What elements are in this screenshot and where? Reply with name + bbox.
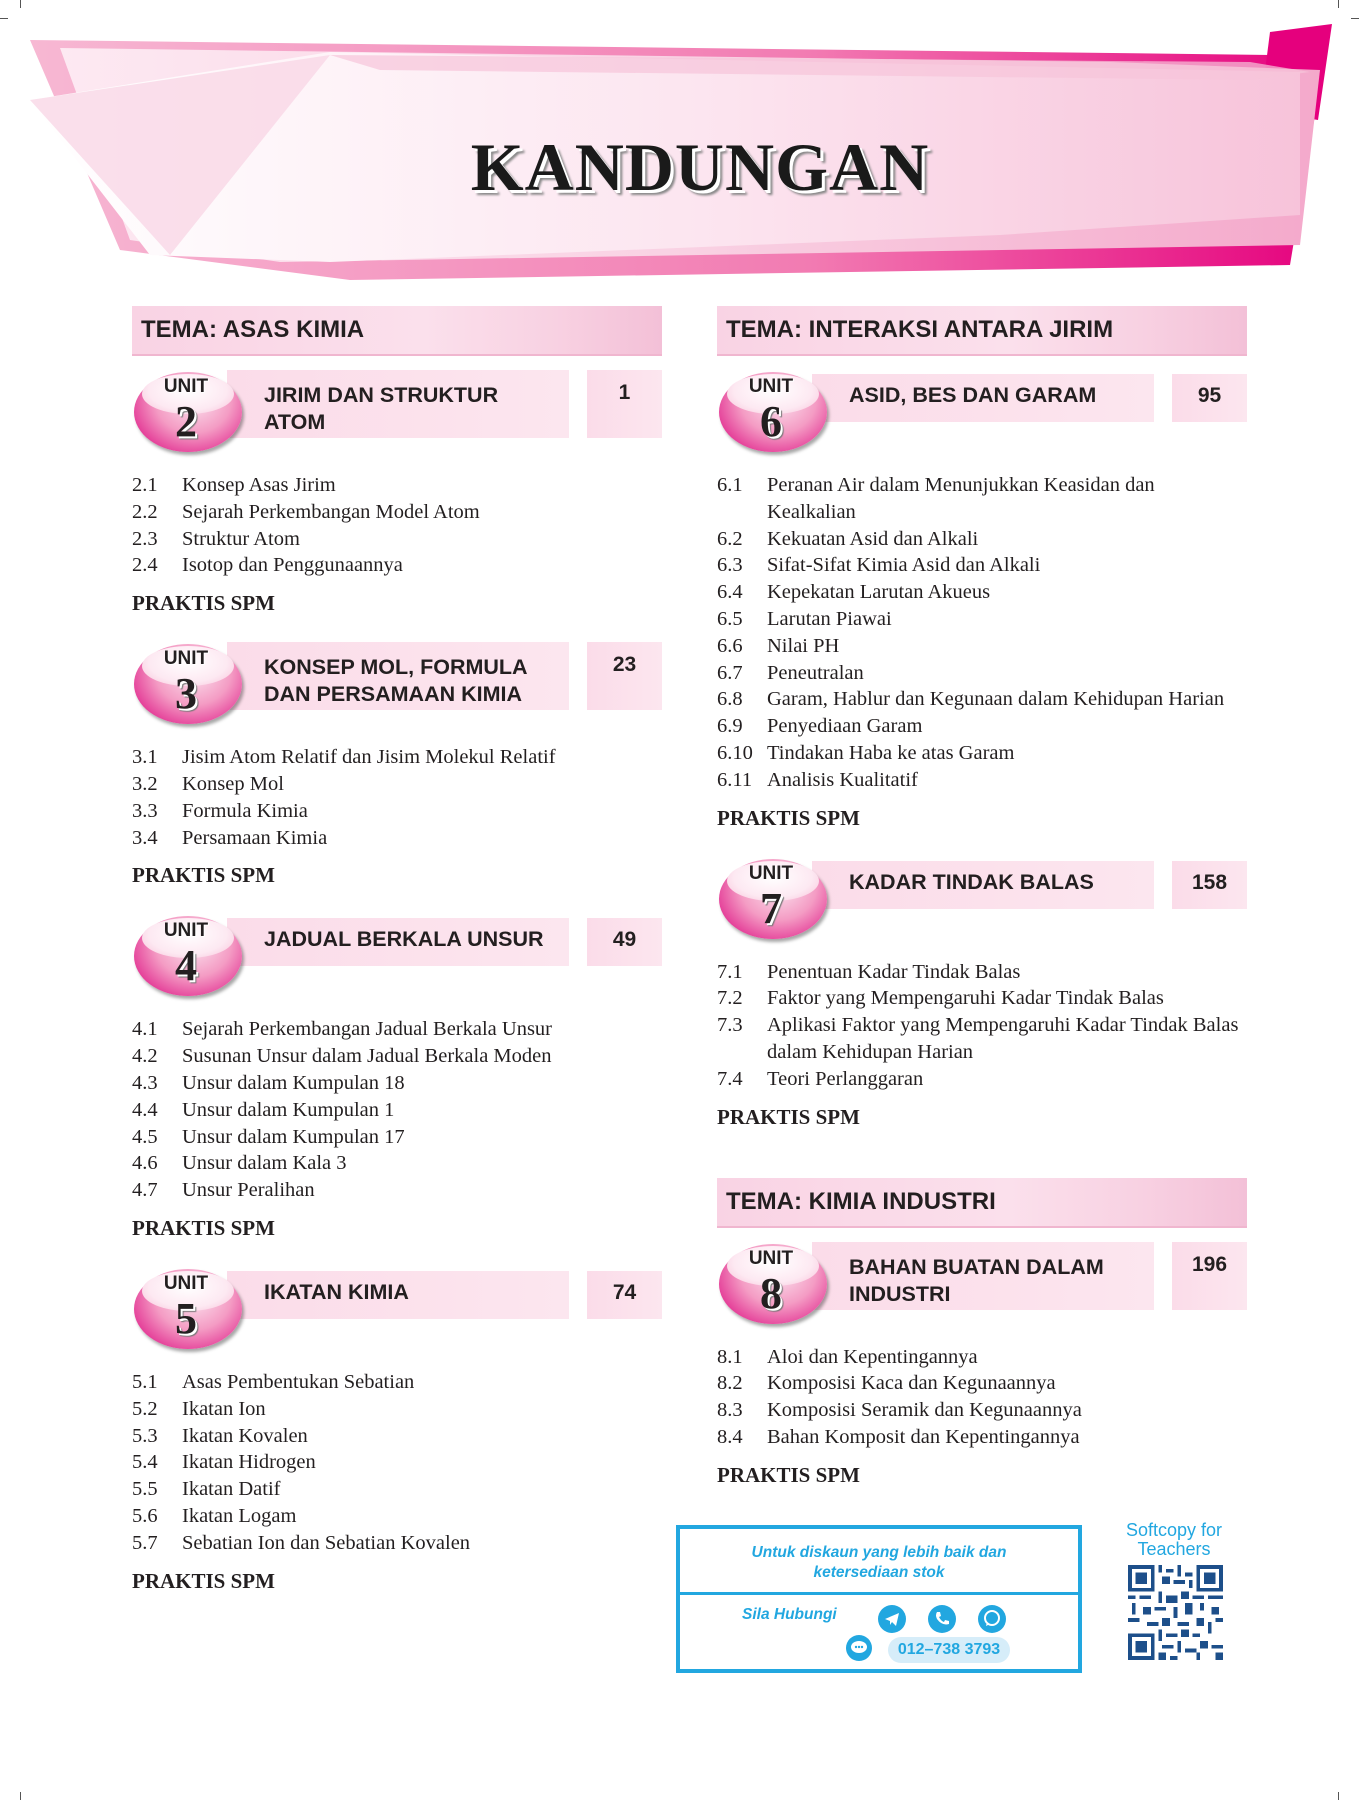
list-item[interactable] bbox=[717, 686, 1247, 713]
subtopic-number: 5.5 bbox=[132, 1478, 158, 1501]
subtopic-number: 7.2 bbox=[717, 987, 743, 1010]
list-item[interactable] bbox=[132, 1476, 662, 1503]
list-item[interactable] bbox=[132, 1177, 662, 1204]
subtopic-text: Aplikasi Faktor yang Mempengaruhi Kadar Tindak Balas dalam Kehidupan Harian bbox=[767, 1014, 1239, 1063]
subtopic-text: Susunan Unsur dalam Jadual Berkala Moden bbox=[182, 1045, 552, 1068]
subtopic-list bbox=[132, 744, 662, 851]
subtopic-number: 4.1 bbox=[132, 1018, 158, 1041]
unit-number: 3 bbox=[175, 669, 197, 719]
list-item[interactable] bbox=[132, 1396, 662, 1423]
column-right bbox=[717, 306, 1247, 1514]
list-item[interactable] bbox=[132, 1369, 662, 1396]
softcopy-line-2: Teachers bbox=[1137, 1539, 1211, 1559]
subtopic-number: 4.7 bbox=[132, 1179, 158, 1202]
subtopic-number: 6.10 bbox=[717, 741, 753, 764]
list-item[interactable] bbox=[132, 744, 662, 771]
subtopic-text: Analisis Kualitatif bbox=[767, 768, 918, 791]
subtopic-text: Nilai PH bbox=[767, 634, 840, 657]
list-item[interactable] bbox=[132, 499, 662, 526]
unit-badge bbox=[132, 910, 246, 1000]
list-item[interactable] bbox=[717, 959, 1247, 986]
unit-label: UNIT bbox=[163, 1272, 209, 1294]
whatsapp-icon[interactable] bbox=[978, 1605, 1006, 1633]
practice-heading[interactable]: PRAKTIS SPM bbox=[717, 1462, 860, 1487]
subtopic-text: Ikatan Hidrogen bbox=[182, 1451, 316, 1474]
practice-heading[interactable]: PRAKTIS SPM bbox=[717, 1104, 860, 1129]
subtopic-number: 8.3 bbox=[717, 1399, 743, 1422]
column-left bbox=[132, 306, 662, 1620]
subtopic-text: Unsur dalam Kala 3 bbox=[182, 1152, 347, 1175]
list-item[interactable] bbox=[717, 606, 1247, 633]
subtopic-number: 2.3 bbox=[132, 527, 158, 550]
unit-badge bbox=[132, 366, 246, 456]
subtopic-number: 3.1 bbox=[132, 746, 158, 769]
subtopic-number: 8.1 bbox=[717, 1345, 743, 1368]
subtopic-number: 4.4 bbox=[132, 1098, 158, 1121]
subtopic-text: Penyediaan Garam bbox=[767, 715, 923, 738]
subtopic-text: Komposisi Seramik dan Kegunaannya bbox=[767, 1399, 1082, 1422]
subtopic-text: Kepekatan Larutan Akueus bbox=[767, 581, 991, 604]
unit-badge bbox=[717, 853, 831, 943]
practice-heading[interactable]: PRAKTIS SPM bbox=[132, 591, 275, 616]
unit-title: KADAR TINDAK BALAS bbox=[849, 869, 1094, 894]
subtopic-number: 2.4 bbox=[132, 554, 158, 577]
unit-title: ASID, BES DAN GARAM bbox=[849, 383, 1097, 407]
practice-heading[interactable]: PRAKTIS SPM bbox=[132, 863, 275, 888]
unit-title: JADUAL BERKALA UNSUR bbox=[264, 927, 544, 952]
unit-title: JIRIM DAN STRUKTUR ATOM bbox=[264, 383, 499, 434]
page-title: KANDUNGAN bbox=[470, 129, 930, 205]
unit-page-number: 95 bbox=[1172, 374, 1247, 422]
subtopic-number: 5.6 bbox=[132, 1504, 158, 1527]
list-item[interactable] bbox=[132, 825, 662, 852]
unit-8-header[interactable] bbox=[717, 1242, 1247, 1320]
subtopic-number: 5.2 bbox=[132, 1397, 158, 1420]
unit-badge bbox=[132, 1263, 246, 1353]
list-item[interactable] bbox=[132, 526, 662, 553]
qr-code[interactable] bbox=[1128, 1565, 1223, 1660]
promo-line-1: Untuk diskaun yang lebih baik dan bbox=[751, 1544, 1007, 1561]
list-item[interactable] bbox=[132, 1449, 662, 1476]
unit-4-header[interactable] bbox=[132, 914, 662, 992]
telegram-icon[interactable] bbox=[878, 1605, 906, 1633]
unit-page-number: 196 bbox=[1172, 1242, 1247, 1310]
list-item[interactable] bbox=[717, 660, 1247, 687]
list-item[interactable] bbox=[132, 1124, 662, 1151]
subtopic-text: Ikatan Kovalen bbox=[182, 1424, 308, 1447]
list-item[interactable] bbox=[132, 1043, 662, 1070]
subtopic-number: 6.8 bbox=[717, 688, 743, 711]
unit-badge bbox=[132, 638, 246, 728]
subtopic-number: 6.4 bbox=[717, 581, 743, 604]
list-item[interactable] bbox=[717, 767, 1247, 794]
unit-number: 4 bbox=[175, 941, 197, 991]
subtopic-text: Ikatan Ion bbox=[182, 1397, 266, 1420]
list-item[interactable] bbox=[717, 1066, 1247, 1093]
theme-heading: TEMA: KIMIA INDUSTRI bbox=[717, 1178, 1247, 1228]
unit-page-number: 158 bbox=[1172, 861, 1247, 909]
unit-title: KONSEP MOL, FORMULA DAN PERSAMAAN KIMIA bbox=[264, 655, 527, 707]
unit-label: UNIT bbox=[748, 376, 794, 397]
subtopic-number: 7.3 bbox=[717, 1014, 743, 1037]
contact-label: Sila Hubungi bbox=[742, 1606, 837, 1623]
unit-label: UNIT bbox=[748, 1247, 794, 1269]
unit-label: UNIT bbox=[163, 648, 209, 670]
subtopic-text: Sejarah Perkembangan Model Atom bbox=[182, 500, 480, 523]
subtopic-text: Unsur dalam Kumpulan 17 bbox=[182, 1125, 405, 1148]
list-item[interactable] bbox=[717, 1397, 1247, 1424]
subtopic-number: 5.3 bbox=[132, 1424, 158, 1447]
subtopic-text: Sejarah Perkembangan Jadual Berkala Unsur bbox=[182, 1018, 553, 1041]
list-item[interactable] bbox=[717, 1344, 1247, 1371]
theme-heading: TEMA: INTERAKSI ANTARA JIRIM bbox=[717, 306, 1247, 356]
unit-7-header[interactable] bbox=[717, 857, 1247, 935]
subtopic-text: Komposisi Kaca dan Kegunaannya bbox=[767, 1372, 1056, 1395]
subtopic-number: 8.4 bbox=[717, 1425, 743, 1448]
subtopic-text: Struktur Atom bbox=[182, 527, 300, 550]
softcopy-label bbox=[1112, 1521, 1236, 1559]
subtopic-list bbox=[132, 1016, 662, 1204]
theme-heading: TEMA: ASAS KIMIA bbox=[132, 306, 662, 356]
unit-6-header[interactable] bbox=[717, 370, 1247, 448]
unit-number: 6 bbox=[760, 397, 782, 446]
subtopic-text: Unsur dalam Kumpulan 1 bbox=[182, 1098, 395, 1121]
subtopic-list bbox=[717, 1344, 1247, 1451]
subtopic-text: Tindakan Haba ke atas Garam bbox=[767, 741, 1015, 764]
list-item[interactable] bbox=[132, 1530, 662, 1557]
subtopic-number: 5.4 bbox=[132, 1451, 158, 1474]
subtopic-text: Konsep Mol bbox=[182, 772, 284, 795]
softcopy-line-1: Softcopy for bbox=[1125, 1520, 1223, 1540]
subtopic-text: Unsur Peralihan bbox=[182, 1179, 315, 1202]
list-item[interactable] bbox=[132, 472, 662, 499]
subtopic-number: 6.11 bbox=[717, 768, 753, 791]
unit-label: UNIT bbox=[163, 376, 209, 397]
subtopic-list bbox=[132, 472, 662, 579]
subtopic-number: 6.9 bbox=[717, 715, 743, 738]
phone-icon[interactable] bbox=[928, 1605, 956, 1633]
subtopic-number: 4.2 bbox=[132, 1045, 158, 1068]
subtopic-number: 6.2 bbox=[717, 527, 743, 550]
list-item[interactable] bbox=[717, 1370, 1247, 1397]
list-item[interactable] bbox=[132, 798, 662, 825]
subtopic-text: Peranan Air dalam Menunjukkan Keasidan dan Kealkalian bbox=[767, 474, 1155, 523]
unit-label: UNIT bbox=[748, 862, 794, 884]
list-item[interactable] bbox=[717, 526, 1247, 553]
subtopic-text: Asas Pembentukan Sebatian bbox=[182, 1370, 415, 1393]
subtopic-text: Bahan Komposit dan Kepentingannya bbox=[767, 1425, 1080, 1448]
unit-title: IKATAN KIMIA bbox=[264, 1279, 409, 1304]
list-item[interactable] bbox=[132, 1423, 662, 1450]
subtopic-number: 6.1 bbox=[717, 474, 743, 496]
subtopic-number: 7.4 bbox=[717, 1067, 743, 1090]
list-item[interactable] bbox=[717, 552, 1247, 579]
unit-badge bbox=[717, 366, 831, 456]
subtopic-number: 6.6 bbox=[717, 634, 743, 657]
unit-number: 2 bbox=[175, 397, 197, 446]
subtopic-text: Ikatan Datif bbox=[182, 1478, 281, 1501]
subtopic-number: 2.2 bbox=[132, 500, 158, 523]
unit-number: 5 bbox=[175, 1293, 197, 1343]
promo-divider bbox=[680, 1592, 1078, 1595]
subtopic-list bbox=[132, 1369, 662, 1557]
list-item[interactable] bbox=[717, 713, 1247, 740]
subtopic-text: Unsur dalam Kumpulan 18 bbox=[182, 1071, 405, 1094]
subtopic-number: 7.1 bbox=[717, 960, 743, 983]
unit-badge bbox=[717, 1238, 831, 1328]
subtopic-number: 8.2 bbox=[717, 1372, 743, 1395]
list-item[interactable] bbox=[132, 1150, 662, 1177]
subtopic-number: 4.6 bbox=[132, 1152, 158, 1175]
list-item[interactable] bbox=[132, 1070, 662, 1097]
unit-3-header[interactable] bbox=[132, 642, 662, 720]
chat-icon[interactable] bbox=[846, 1635, 872, 1661]
list-item[interactable] bbox=[717, 985, 1247, 1012]
subtopic-text: Sifat-Sifat Kimia Asid dan Alkali bbox=[767, 554, 1041, 577]
unit-5-header[interactable] bbox=[132, 1267, 662, 1345]
list-item[interactable] bbox=[132, 1016, 662, 1043]
subtopic-number: 5.1 bbox=[132, 1370, 158, 1393]
subtopic-text: Teori Perlanggaran bbox=[767, 1067, 924, 1090]
list-item[interactable] bbox=[717, 1424, 1247, 1451]
list-item[interactable] bbox=[132, 1097, 662, 1124]
subtopic-text: Konsep Asas Jirim bbox=[182, 474, 336, 496]
subtopic-text: Kekuatan Asid dan Alkali bbox=[767, 527, 979, 550]
subtopic-number: 4.5 bbox=[132, 1125, 158, 1148]
unit-page-number: 49 bbox=[587, 918, 662, 966]
subtopic-number: 6.7 bbox=[717, 661, 743, 684]
subtopic-text: Faktor yang Mempengaruhi Kadar Tindak Balas bbox=[767, 987, 1164, 1010]
unit-page-number: 1 bbox=[587, 370, 662, 438]
unit-2-header[interactable] bbox=[132, 370, 662, 448]
subtopic-number: 3.4 bbox=[132, 826, 158, 849]
unit-page-number: 74 bbox=[587, 1271, 662, 1319]
list-item[interactable] bbox=[717, 1012, 1247, 1066]
list-item[interactable] bbox=[717, 633, 1247, 660]
subtopic-number: 3.2 bbox=[132, 772, 158, 795]
list-item[interactable] bbox=[132, 771, 662, 798]
practice-heading[interactable]: PRAKTIS SPM bbox=[132, 1215, 275, 1240]
list-item[interactable] bbox=[132, 1503, 662, 1530]
unit-number: 7 bbox=[760, 883, 782, 933]
subtopic-number: 6.5 bbox=[717, 607, 743, 630]
subtopic-text: Peneutralan bbox=[767, 661, 864, 684]
subtopic-list bbox=[717, 959, 1247, 1093]
practice-heading[interactable]: PRAKTIS SPM bbox=[717, 805, 860, 830]
subtopic-text: Isotop dan Penggunaannya bbox=[182, 554, 403, 577]
subtopic-number: 6.3 bbox=[717, 554, 743, 577]
list-item[interactable] bbox=[717, 472, 1247, 526]
practice-heading[interactable]: PRAKTIS SPM bbox=[132, 1568, 275, 1593]
phone-number[interactable]: 012–738 3793 bbox=[888, 1637, 1010, 1663]
subtopic-number: 2.1 bbox=[132, 474, 158, 496]
list-item[interactable] bbox=[717, 740, 1247, 767]
unit-number: 8 bbox=[760, 1268, 782, 1318]
subtopic-text: Larutan Piawai bbox=[767, 607, 892, 630]
discount-promo-box bbox=[676, 1525, 1082, 1673]
subtopic-number: 5.7 bbox=[132, 1531, 158, 1554]
list-item[interactable] bbox=[717, 579, 1247, 606]
subtopic-number: 3.3 bbox=[132, 799, 158, 822]
subtopic-text: Garam, Hablur dan Kegunaan dalam Kehidupan Harian bbox=[767, 688, 1225, 711]
subtopic-text: Penentuan Kadar Tindak Balas bbox=[767, 960, 1021, 983]
subtopic-text: Sebatian Ion dan Sebatian Kovalen bbox=[182, 1531, 471, 1554]
subtopic-list bbox=[717, 472, 1247, 794]
unit-page-number: 23 bbox=[587, 642, 662, 710]
subtopic-text: Aloi dan Kepentingannya bbox=[767, 1345, 978, 1368]
promo-text bbox=[680, 1543, 1078, 1583]
list-item[interactable] bbox=[132, 552, 662, 579]
unit-label: UNIT bbox=[163, 920, 209, 942]
subtopic-text: Formula Kimia bbox=[182, 799, 308, 822]
subtopic-text: Ikatan Logam bbox=[182, 1504, 297, 1527]
unit-title: BAHAN BUATAN DALAM INDUSTRI bbox=[849, 1254, 1104, 1306]
subtopic-text: Persamaan Kimia bbox=[182, 826, 328, 849]
promo-line-2: ketersediaan stok bbox=[813, 1564, 945, 1581]
subtopic-text: Jisim Atom Relatif dan Jisim Molekul Relatif bbox=[182, 746, 556, 769]
subtopic-number: 4.3 bbox=[132, 1071, 158, 1094]
